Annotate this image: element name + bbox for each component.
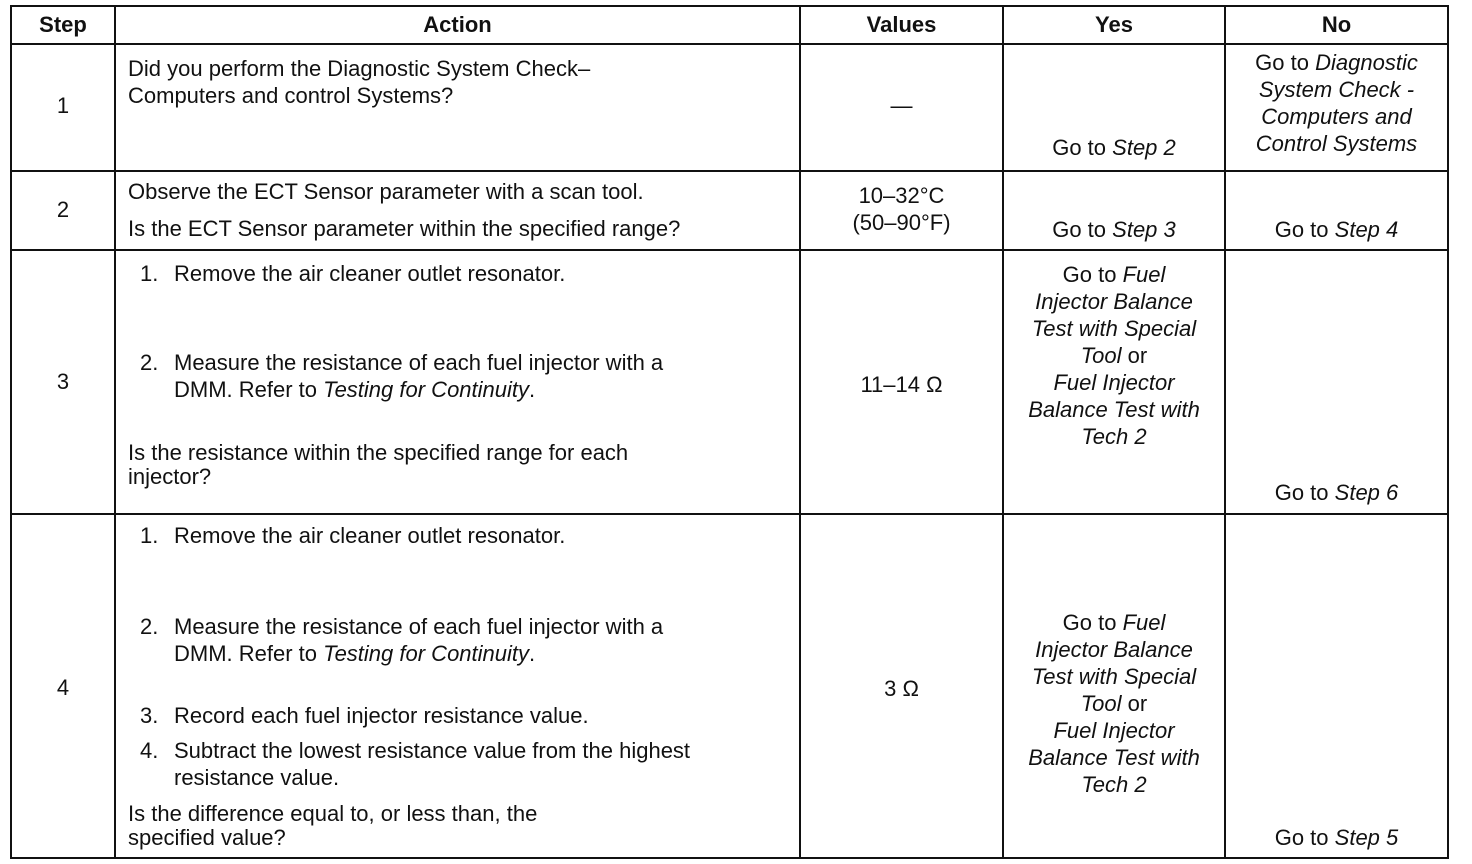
value-cell (800, 44, 1003, 171)
action-question: Is the difference equal to, or less than, the specified value? (128, 801, 538, 850)
header-no: No (1225, 6, 1448, 44)
yes-link[interactable]: Go to Fuel Injector Balance Test with Special Tool or Fuel Injector Balance Test with Tech 2 (1028, 610, 1200, 797)
step-number: 3 (56, 369, 70, 394)
action-question: Is the ECT Sensor parameter within the specified range? (128, 216, 681, 241)
no-link[interactable]: Go to Diagnostic System Check - Computers and Control Systems (1255, 50, 1418, 156)
no-cell (1225, 44, 1448, 171)
step-number: 1 (56, 93, 70, 118)
header-row (11, 6, 1448, 44)
no-cell (1225, 514, 1448, 858)
header-step: Step (11, 6, 115, 44)
header-yes: Yes (1003, 6, 1225, 44)
value-text: 11–14 Ω (860, 372, 943, 397)
yes-cell (1003, 171, 1225, 250)
yes-cell (1003, 250, 1225, 514)
value-text: 3 Ω (884, 676, 919, 701)
no-link[interactable]: Go to Step 6 (1274, 480, 1399, 505)
action-cell (115, 44, 800, 171)
table-row (11, 514, 1448, 858)
no-cell (1225, 250, 1448, 514)
action-cell (115, 171, 800, 250)
step-cell (11, 44, 115, 171)
value-cell (800, 514, 1003, 858)
action-step-2: 2. Measure the resistance of each fuel injector with a DMM. Refer to Testing for Continuity. (140, 614, 664, 666)
yes-link[interactable]: Go to Fuel Injector Balance Test with Special Tool or Fuel Injector Balance Test with Tech 2 (1028, 262, 1200, 449)
no-link[interactable]: Go to Step 4 (1274, 217, 1399, 242)
yes-cell (1003, 514, 1225, 858)
yes-link[interactable]: Go to Step 2 (1052, 135, 1176, 160)
no-cell (1225, 171, 1448, 250)
value-cell (800, 250, 1003, 514)
diagnostic-table (10, 5, 1449, 859)
no-link[interactable]: Go to Step 5 (1274, 825, 1399, 850)
value-cell (800, 171, 1003, 250)
continuity-link[interactable]: Testing for Continuity (323, 377, 530, 402)
step-number: 4 (56, 675, 70, 700)
step-cell (11, 514, 115, 858)
action-cell: 1. Remove the air cleaner outlet resonator. 2. Measure the resistance of each fuel injector with a DMM. Refer to Testing for Continuity. 3. Record each fuel injector resistance value. 4. Subtract the lowest resistance value from the highest resistance value. Is the difference equal to, or less than, the specified value? (115, 514, 800, 858)
action-question: Is the resistance within the specified range for each injector? (128, 440, 629, 489)
table-row (11, 250, 1448, 514)
header-values: Values (800, 6, 1003, 44)
yes-link[interactable]: Go to Step 3 (1052, 217, 1176, 242)
action-question: Did you perform the Diagnostic System Check– Computers and control Systems? (128, 56, 591, 108)
value-text: 10–32°C (50–90°F) (852, 183, 951, 235)
table-row (11, 44, 1448, 171)
value-text: — (890, 93, 913, 118)
step-cell (11, 171, 115, 250)
header-action: Action (115, 6, 800, 44)
continuity-link[interactable]: Testing for Continuity (323, 641, 530, 666)
step-number: 2 (56, 197, 70, 222)
action-step-2: 2. Measure the resistance of each fuel injector with a DMM. Refer to Testing for Continuity. (140, 350, 664, 402)
step-cell (11, 250, 115, 514)
action-cell: 1. Remove the air cleaner outlet resonator. 2. Measure the resistance of each fuel injector with a DMM. Refer to Testing for Continuity. Is the resistance within the specified range for each injector? (115, 250, 800, 514)
table-row (11, 171, 1448, 250)
action-instruction: Observe the ECT Sensor parameter with a scan tool. (128, 179, 644, 204)
action-step-3: 3. Record each fuel injector resistance value. (140, 703, 589, 728)
action-step-4: 4. Subtract the lowest resistance value from the highest resistance value. (140, 738, 691, 790)
yes-cell (1003, 44, 1225, 171)
